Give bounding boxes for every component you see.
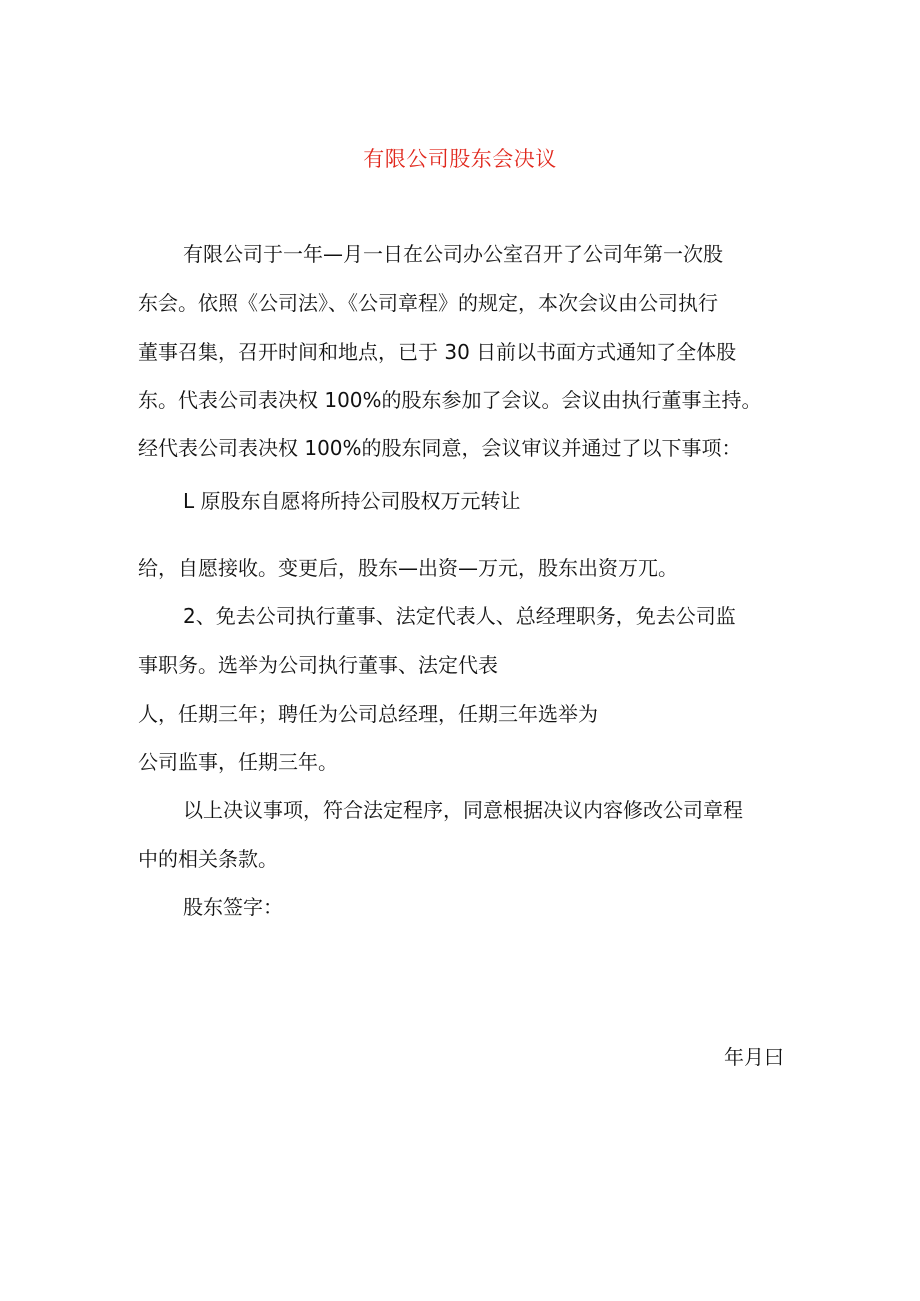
item2-line-1: 2、免去公司执行董事、法定代表人、总经理职务，免去公司监 (183, 604, 736, 628)
paragraph1-line-2: 东会。依照《公司法》、《公司章程》的规定，本次会议由公司执行 (138, 291, 718, 315)
date-label: 年月曰 (724, 1045, 784, 1069)
signature-label: 股东签字： (183, 895, 283, 919)
item2-line-4: 公司监事，任期三年。 (138, 750, 338, 774)
item1-line-2: 给，自愿接收。变更后，股东—出资—万元，股东出资万兀。 (138, 556, 678, 580)
paragraph1-line-5: 经代表公司表决权 100%的股东同意，会议审议并通过了以下事项： (138, 436, 742, 460)
closing-line-1: 以上决议事项，符合法定程序，同意根据决议内容修改公司章程 (183, 798, 743, 822)
paragraph1-line-1: 有限公司于一年—月一日在公司办公室召开了公司年第一次股 (183, 242, 723, 266)
paragraph1-line-4: 东。代表公司表决权 100%的股东参加了会议。会议由执行董事主持。 (138, 388, 762, 412)
closing-line-2: 中的相关条款。 (138, 847, 278, 871)
item1-line-1: L 原股东自愿将所持公司股权万元转让 (183, 489, 521, 513)
paragraph1-line-3: 董事召集，召开时间和地点，已于 30 日前以书面方式通知了全体股 (138, 340, 737, 364)
item2-line-2: 事职务。选举为公司执行董事、法定代表 (138, 653, 498, 677)
document-title: 有限公司股东会决议 (363, 147, 557, 171)
item2-line-3: 人，任期三年；聘任为公司总经理，任期三年选举为 (138, 702, 598, 726)
